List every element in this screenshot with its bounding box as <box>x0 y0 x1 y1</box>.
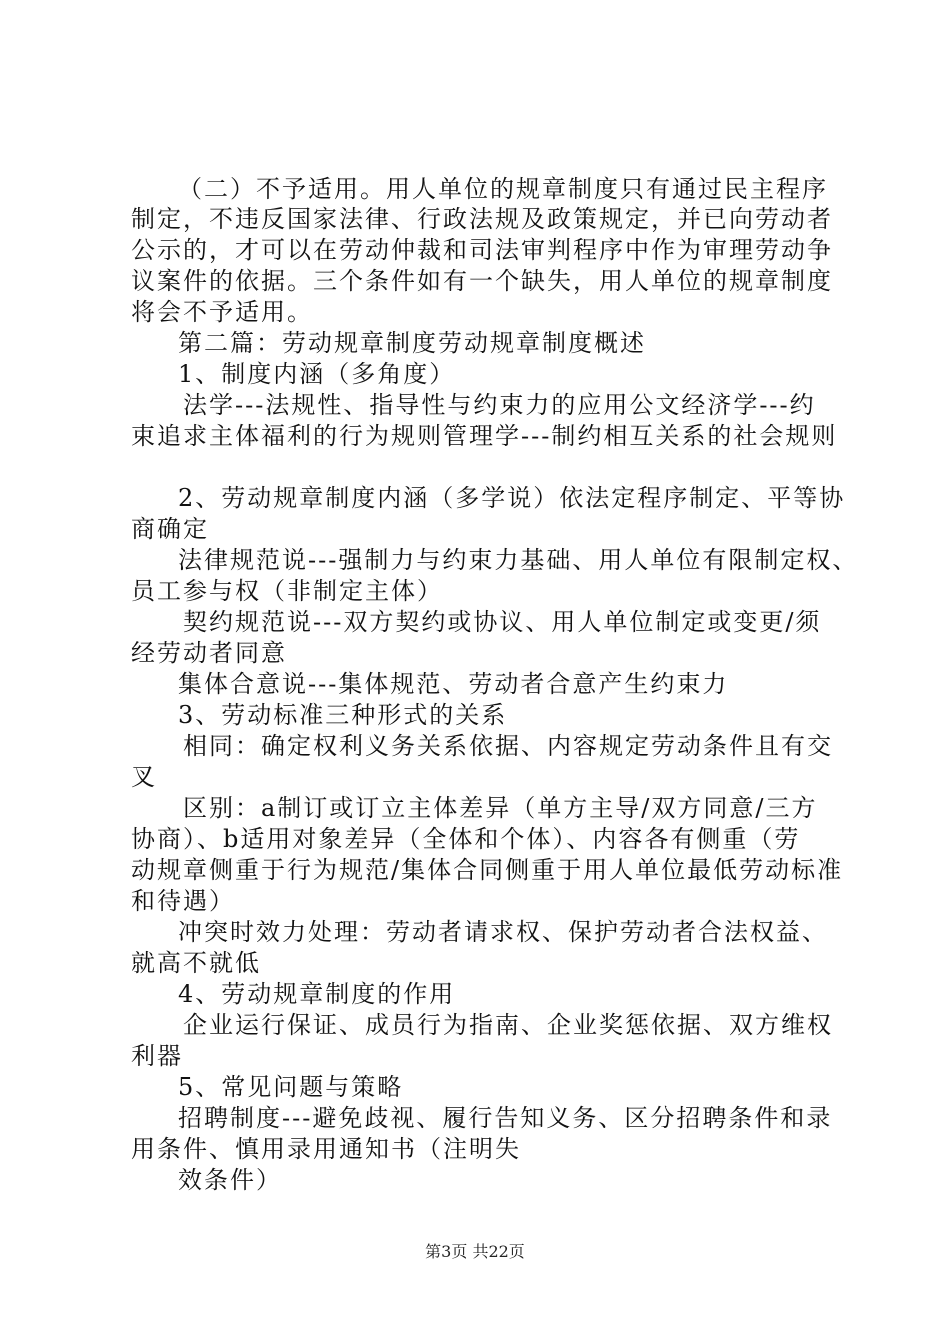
paragraph-line: 员工参与权（非制定主体） <box>131 577 443 605</box>
paragraph-line: 用条件、慎用录用通知书（注明失 <box>131 1135 521 1163</box>
paragraph-line: 动规章侧重于行为规范/集体合同侧重于用人单位最低劳动标准 <box>131 856 844 884</box>
paragraph-line: 冲突时效力处理：劳动者请求权、保护劳动者合法权益、 <box>178 918 828 946</box>
section-heading: 5、常见问题与策略 <box>178 1073 404 1101</box>
paragraph-line: 企业运行保证、成员行为指南、企业奖惩依据、双方维权 <box>183 1011 833 1039</box>
paragraph-line: （二）不予适用。用人单位的规章制度只有通过民主程序 <box>178 175 828 203</box>
paragraph-line: 叉 <box>131 763 157 791</box>
paragraph-line: 相同：确定权利义务关系依据、内容规定劳动条件且有交 <box>183 732 833 760</box>
paragraph-line: 法学---法规性、指导性与约束力的应用公文经济学---约 <box>183 391 816 419</box>
paragraph-line: 议案件的依据。三个条件如有一个缺失，用人单位的规章制度 <box>131 267 833 295</box>
paragraph-line: 集体合意说---集体规范、劳动者合意产生约束力 <box>178 670 729 698</box>
paragraph-line: 就高不就低 <box>131 949 261 977</box>
paragraph-line: 契约规范说---双方契约或协议、用人单位制定或变更/须 <box>183 608 822 636</box>
section-heading: 4、劳动规章制度的作用 <box>178 980 456 1008</box>
paragraph-line: 和待遇） <box>131 887 235 915</box>
paragraph-line: 招聘制度---避免歧视、履行告知义务、区分招聘条件和录 <box>178 1104 833 1132</box>
paragraph-line: 效条件） <box>178 1166 282 1194</box>
section-heading: 3、劳动标准三种形式的关系 <box>178 701 508 729</box>
paragraph-line: 将会不予适用。 <box>131 298 313 326</box>
paragraph-line: 区别：a制订或订立主体差异（单方主导/双方同意/三方 <box>183 794 818 822</box>
paragraph-line: 协商）、b适用对象差异（全体和个体）、内容各有侧重（劳 <box>131 825 801 853</box>
paragraph-line: 束追求主体福利的行为规则管理学---制约相互关系的社会规则 <box>131 422 838 450</box>
paragraph-line: 制定，不违反国家法律、行政法规及政策规定，并已向劳动者 <box>131 205 833 233</box>
section-heading: 2、劳动规章制度内涵（多学说）依法定程序制定、平等协 <box>178 484 846 512</box>
page-number-footer: 第3页 共22页 <box>425 1242 525 1261</box>
section-heading: 1、制度内涵（多角度） <box>178 360 456 388</box>
paragraph-line: 法律规范说---强制力与约束力基础、用人单位有限制定权、 <box>178 546 859 574</box>
paragraph-line: 经劳动者同意 <box>131 639 287 667</box>
paragraph-line: 利器 <box>131 1042 183 1070</box>
chapter-heading: 第二篇：劳动规章制度劳动规章制度概述 <box>178 329 646 357</box>
paragraph-line: 公示的，才可以在劳动仲裁和司法审判程序中作为审理劳动争 <box>131 236 833 264</box>
paragraph-line: 商确定 <box>131 515 209 543</box>
